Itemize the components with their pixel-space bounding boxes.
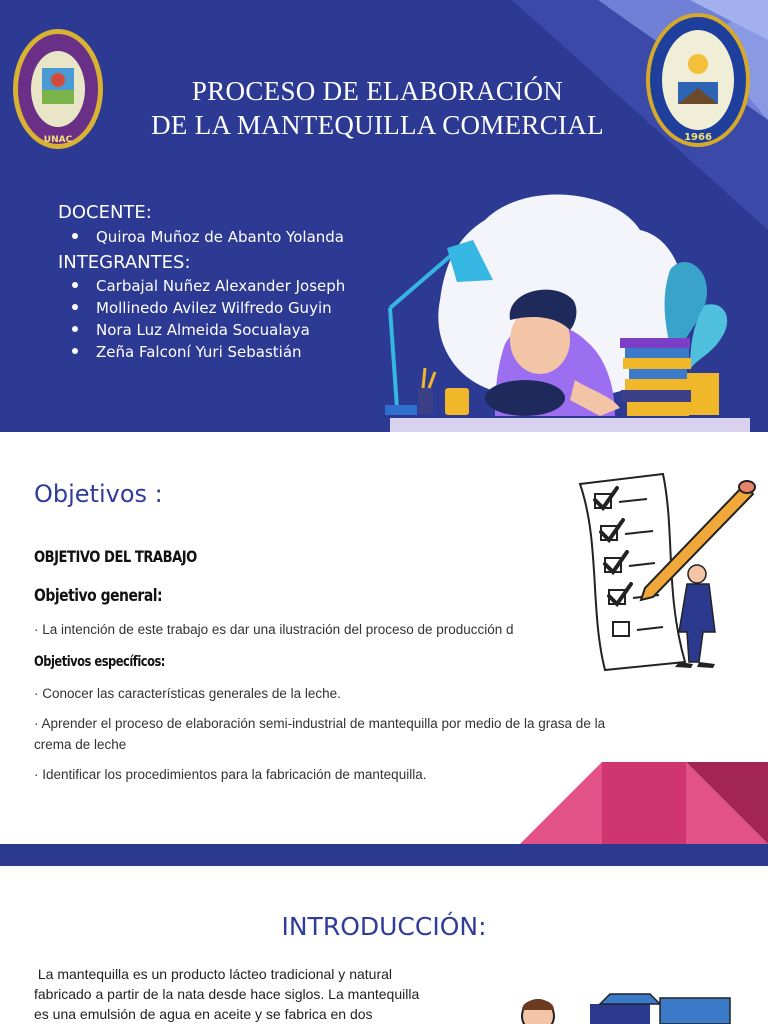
bullet-icon xyxy=(72,348,78,354)
paragraph-line: es una emulsión de agua en aceite y se fabrica en dos xyxy=(34,1006,373,1022)
paragraph-line: fabricado a partir de la nata desde hace siglos. La mantequilla xyxy=(34,986,420,1002)
section-heading: OBJETIVO DEL TRABAJO xyxy=(34,547,197,566)
specific-objective-item: · Identificar los procedimientos para la fabricación de mantequilla. xyxy=(34,767,427,782)
list-item: Quiroa Muñoz de Abanto Yolanda xyxy=(72,226,344,248)
general-objective-text: · La intención de este trabajo es dar una ilustración del proceso de producción d xyxy=(34,622,514,637)
objectives-title: Objetivos : xyxy=(34,480,163,508)
student-studying-illustration xyxy=(385,190,755,432)
university-seal xyxy=(645,12,751,148)
docente-list xyxy=(72,226,344,248)
slide-divider-bar xyxy=(0,844,768,866)
svg-text:1966: 1966 xyxy=(684,132,712,143)
bullet-icon xyxy=(72,233,78,239)
bullet-icon xyxy=(72,304,78,310)
presentation-title xyxy=(110,74,645,142)
title-slide xyxy=(0,0,768,432)
list-item: Zeña Falconí Yuri Sebastián xyxy=(72,341,345,363)
specific-objective-item: · Conocer las características generales de la leche. xyxy=(34,686,341,701)
bullet-icon xyxy=(72,282,78,288)
integrantes-heading: INTEGRANTES: xyxy=(58,252,191,273)
bullet-icon xyxy=(72,326,78,332)
objectives-slide xyxy=(0,432,768,844)
list-item: Nora Luz Almeida Socualaya xyxy=(72,319,345,341)
general-objective-heading: Objetivo general: xyxy=(34,586,163,606)
butter-process-illustration xyxy=(510,984,740,1024)
integrantes-list xyxy=(72,275,345,363)
title-line-1: PROCESO DE ELABORACIÓN xyxy=(191,76,564,106)
docente-heading: DOCENTE: xyxy=(58,202,152,223)
introduction-paragraph xyxy=(34,964,434,1024)
specific-objective-item: · Aprender el proceso de elaboración semi-industrial de mantequilla por medio de la grasa de la xyxy=(34,716,606,731)
list-item: Carbajal Nuñez Alexander Joseph xyxy=(72,275,345,297)
introduction-title: INTRODUCCIÓN: xyxy=(281,912,487,941)
faculty-logo xyxy=(12,28,104,150)
decorative-triangles xyxy=(520,762,768,844)
list-item: Mollinedo Avilez Wilfredo Guyin xyxy=(72,297,345,319)
checklist-pencil-illustration xyxy=(575,472,760,672)
paragraph-line: La mantequilla es un producto lácteo tradicional y natural xyxy=(34,966,392,982)
title-line-2: DE LA MANTEQUILLA COMERCIAL xyxy=(151,110,604,140)
svg-text:UNAC: UNAC xyxy=(43,135,73,145)
specific-objective-item-continued: crema de leche xyxy=(34,737,127,752)
introduction-slide xyxy=(0,866,768,1024)
specific-objectives-heading: Objetivos específicos: xyxy=(34,654,165,670)
